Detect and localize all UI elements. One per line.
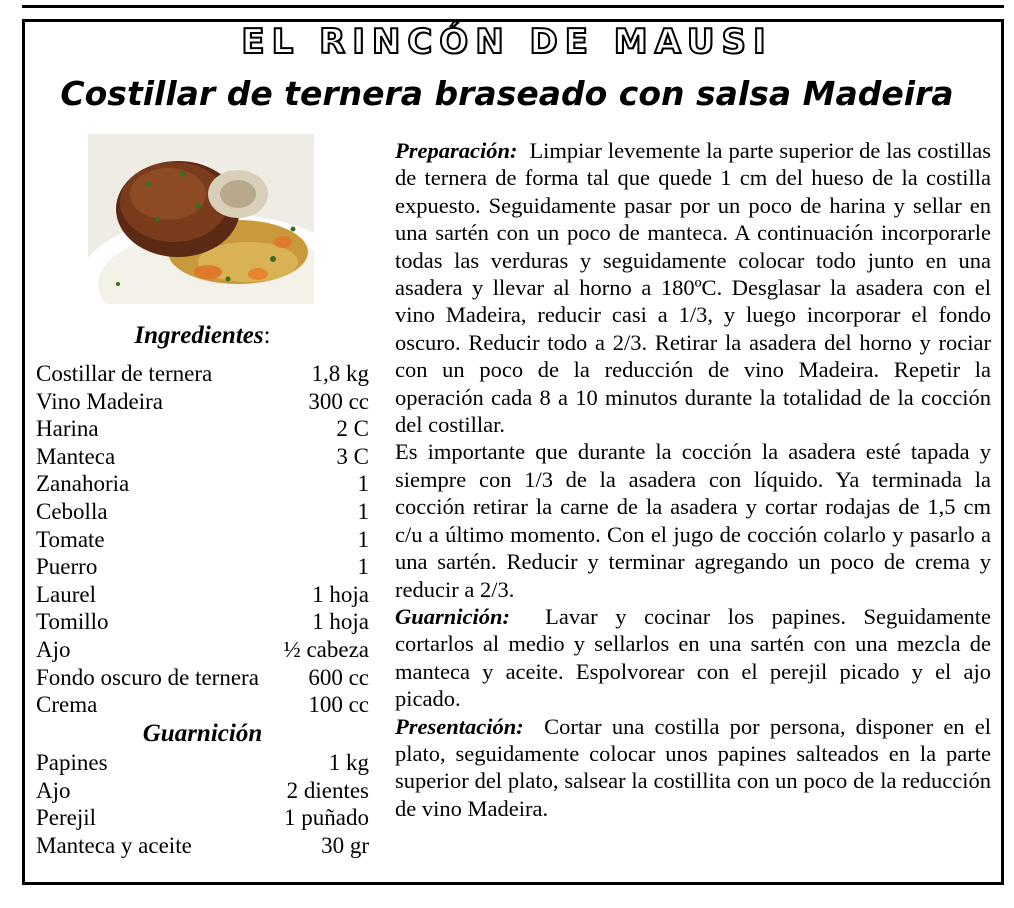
presentation-paragraph <box>395 713 991 823</box>
ingredient-quantity: 3 C <box>336 443 369 469</box>
ingredient-name: Manteca <box>36 443 116 469</box>
ingredient-name: Fondo oscuro de ternera <box>36 664 259 690</box>
ingredient-name: Perejil <box>36 805 97 831</box>
garnish-heading: Guarnición <box>142 720 263 747</box>
column-brand: EL RINCÓN DE MAUSI <box>241 22 773 62</box>
ingredients-list <box>36 360 369 719</box>
garnish-method-text: Lavar y cocinar los papines. Seguidamente cortarlos al medio y sellarlos en una sartén con una mezcla de manteca y aceite. Espolvorear con el perejil picado y el ajo picado. <box>395 603 991 712</box>
ingredient-row <box>36 832 369 860</box>
plated-dish-illustration <box>88 134 314 304</box>
ingredient-row <box>36 470 369 498</box>
preparation-text: Limpiar levemente la parte superior de las costillas de ternera de forma tal que quede 1 cm del hueso de la costilla expuesto. Seguidamente pasar por un poco de harina y sellar en una sartén con un poco de manteca. A continuación incorporarle todas las verduras y seguidamente colocar todo junto en una asadera y llevar al horno a 180ºC. Desglasar la asadera con el vino Madeira, reducir casi a 1/3, y luego incorporar el fondo oscuro. Reducir todo a 2/3. Retirar la asadera del horno y rociar con un poco de la reducción de vino Madeira. Repetir la operación cada 8 a 10 minutos durante la totalidad de la cocción del costillar. <box>395 138 992 438</box>
ingredient-quantity: 1 <box>357 526 369 552</box>
ingredient-quantity: 30 gr <box>321 832 369 858</box>
garnish-paragraph <box>395 603 991 713</box>
ingredient-quantity: 100 cc <box>308 692 369 718</box>
ingredient-quantity: 1 <box>357 554 369 580</box>
ingredient-name: Costillar de ternera <box>36 361 213 386</box>
ingredient-quantity: 2 C <box>336 416 369 442</box>
ingredient-quantity: 1 puñado <box>284 805 369 831</box>
ingredient-name: Puerro <box>36 554 98 580</box>
top-rule <box>22 5 1004 8</box>
cooking-note-paragraph <box>395 438 991 602</box>
ingredient-quantity: 1 <box>357 498 369 524</box>
method-text <box>395 137 991 822</box>
ingredient-quantity: 300 cc <box>308 388 369 414</box>
garnish-list <box>36 749 369 859</box>
ingredient-row <box>36 636 369 664</box>
ingredient-name: Crema <box>36 692 98 718</box>
cooking-note-text: Es importante que durante la cocción la asadera esté tapada y siempre con 1/3 de la asadera con líquido. Ya terminada la cocción retirar la carne de la asadera y cortar rodajas de 1,5 cm c/u a último momento. Con el jugo de cocción colarlo y pasarlo a una sartén. Reducir y terminar agregando un poco de crema y reducir a 2/3. <box>395 439 991 602</box>
ingredient-name: Vino Madeira <box>36 388 163 414</box>
ingredient-name: Ajo <box>36 777 71 803</box>
presentation-label: Presentación: <box>395 713 524 739</box>
ingredients-heading-colon: : <box>263 322 271 349</box>
ingredients-heading-label: Ingredientes <box>134 322 264 349</box>
ingredient-name: Ajo <box>36 636 71 662</box>
ingredients-heading <box>36 322 369 350</box>
ingredient-row <box>36 443 369 471</box>
ingredient-quantity: 1,8 kg <box>311 361 369 386</box>
ingredient-row <box>36 664 369 692</box>
preparation-paragraph <box>395 137 991 438</box>
plated-dish-photo <box>88 134 314 304</box>
ingredient-name: Cebolla <box>36 498 108 524</box>
ingredient-row <box>36 608 369 636</box>
ingredient-row <box>36 415 369 443</box>
ingredient-row <box>36 360 369 388</box>
ingredient-row <box>36 388 369 416</box>
ingredient-row <box>36 526 369 554</box>
garnish-method-label: Guarnición: <box>395 603 511 629</box>
ingredient-quantity: ½ cabeza <box>283 636 369 662</box>
ingredient-name: Tomillo <box>36 609 109 635</box>
ingredient-row <box>36 691 369 719</box>
ingredient-quantity: 600 cc <box>308 664 369 690</box>
ingredient-row <box>36 498 369 526</box>
recipe-title: Costillar de ternera braseado con salsa Madeira <box>60 74 954 113</box>
ingredient-row <box>36 777 369 805</box>
ingredient-row <box>36 804 369 832</box>
ingredient-name: Laurel <box>36 581 97 607</box>
ingredient-row <box>36 749 369 777</box>
ingredient-name: Tomate <box>36 526 105 552</box>
presentation-text: Cortar una costilla por persona, disponer en el plato, seguidamente colocar unos papines salteados en la parte superior del plato, salsear la costillita con un poco de la reducción de vino Madeira. <box>395 713 991 821</box>
ingredient-quantity: 2 dientes <box>286 777 369 803</box>
ingredient-row <box>36 581 369 609</box>
ingredient-quantity: 1 <box>357 471 369 497</box>
ingredient-row <box>36 553 369 581</box>
ingredient-quantity: 1 hoja <box>312 581 369 607</box>
ingredient-name: Manteca y aceite <box>36 832 192 858</box>
ingredient-quantity: 1 kg <box>328 750 369 775</box>
preparation-label: Preparación: <box>395 138 518 163</box>
ingredient-quantity: 1 hoja <box>312 609 369 635</box>
ingredient-name: Papines <box>36 750 108 775</box>
ingredient-name: Harina <box>36 416 99 442</box>
ingredient-name: Zanahoria <box>36 471 130 497</box>
